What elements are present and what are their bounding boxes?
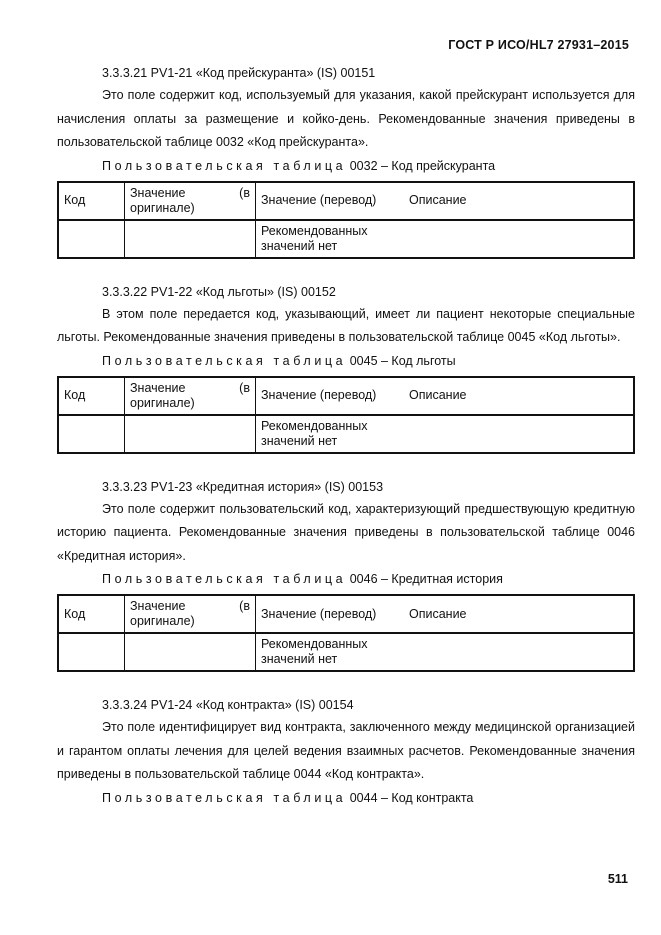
header-translated-value: Значение (перевод) (256, 377, 405, 415)
table-row (58, 633, 634, 671)
section-paragraph: Это поле содержит код, используемый для указания, какой прейскурант используется для начисления оплаты за размещение и койко-день. Рекомендованные значения приведены в пользовательской таблице 0032 «Код прейскуранта». (57, 88, 635, 149)
caption-rest: 0046 – Кредитная история (346, 572, 503, 586)
section-pv1-21 (57, 62, 635, 281)
section-heading: 3.3.3.24 PV1-24 «Код контракта» (IS) 00154 (102, 698, 354, 712)
table-header-row (58, 182, 634, 220)
caption-rest: 0032 – Код прейскуранта (346, 158, 496, 173)
header-original-value-text: Значение (в оригинале) (130, 599, 250, 628)
section-paragraph: Это поле содержит пользовательский код, характеризующий предшествующую кредитную историю пациента. Рекомендованные значения приведены в пользовательской таблице 0046 «Кредитная история». (57, 501, 635, 563)
section-heading: 3.3.3.23 PV1-23 «Кредитная история» (IS) 00153 (102, 479, 384, 494)
header-original-value-text: Значение (в оригинале) (130, 185, 250, 215)
table-header-row (58, 595, 634, 633)
table-row (58, 220, 634, 258)
section-paragraph: Это поле идентифицирует вид контракта, заключенного между медицинской организацией и гарантом оплаты лечения для целей ведения взаимных расчетов. Рекомендованные значения приведены в пользовательской таблице 0044 «Код контракта». (57, 720, 635, 781)
page-number: 511 (607, 872, 628, 886)
section-pv1-23 (57, 476, 635, 695)
caption-prefix: Пользовательская таблица (102, 353, 347, 368)
cell-translated-value: Рекомендованных значений нет (256, 415, 405, 453)
header-code: Код (58, 595, 125, 633)
cell-translated-value: Рекомендованных значений нет (256, 220, 405, 258)
page-header: ГОСТ Р ИСО/HL7 27931–2015 (448, 38, 629, 52)
section-paragraph: В этом поле передается код, указывающий, имеет ли пациент некоторые специальные льготы. Рекомендованные значения приведены в пользовательской таблице 0045 «Код льготы». (57, 306, 635, 344)
cell-translated-value: Рекомендованных значений нет (256, 633, 405, 671)
header-code: Код (58, 182, 125, 220)
table-row (58, 415, 634, 453)
header-original-value (125, 377, 256, 415)
caption-prefix: Пользовательская таблица (102, 572, 347, 586)
cell-original-value (125, 633, 256, 671)
caption-rest: 0044 – Код контракта (346, 790, 474, 805)
section-heading: 3.3.3.21 PV1-21 «Код прейскуранта» (IS) 00151 (102, 66, 376, 80)
cell-description (404, 415, 634, 453)
cell-code (58, 415, 125, 453)
header-description: Описание (404, 595, 634, 633)
header-original-value-text: Значение (в оригинале) (130, 380, 250, 410)
cell-description (404, 220, 634, 258)
header-translated-value: Значение (перевод) (256, 182, 405, 220)
caption-prefix: Пользовательская таблица (102, 790, 347, 805)
cell-original-value (125, 415, 256, 453)
table-caption (57, 568, 635, 590)
table-caption (57, 787, 635, 809)
section-pv1-22 (57, 281, 635, 476)
caption-prefix: Пользовательская таблица (102, 158, 347, 173)
user-table (57, 376, 635, 454)
user-table (57, 594, 635, 672)
header-translated-value: Значение (перевод) (256, 595, 405, 633)
table-caption (57, 350, 635, 372)
table-header-row (58, 377, 634, 415)
page-content (57, 62, 635, 809)
cell-code (58, 220, 125, 258)
header-description: Описание (404, 377, 634, 415)
cell-description (404, 633, 634, 671)
user-table (57, 181, 635, 259)
caption-rest: 0045 – Код льготы (346, 353, 456, 368)
section-pv1-24 (57, 694, 635, 809)
cell-code (58, 633, 125, 671)
table-caption (57, 155, 635, 177)
section-heading: 3.3.3.22 PV1-22 «Код льготы» (IS) 00152 (102, 284, 336, 299)
cell-original-value (125, 220, 256, 258)
header-original-value (125, 595, 256, 633)
header-code: Код (58, 377, 125, 415)
header-description: Описание (404, 182, 634, 220)
header-original-value (125, 182, 256, 220)
